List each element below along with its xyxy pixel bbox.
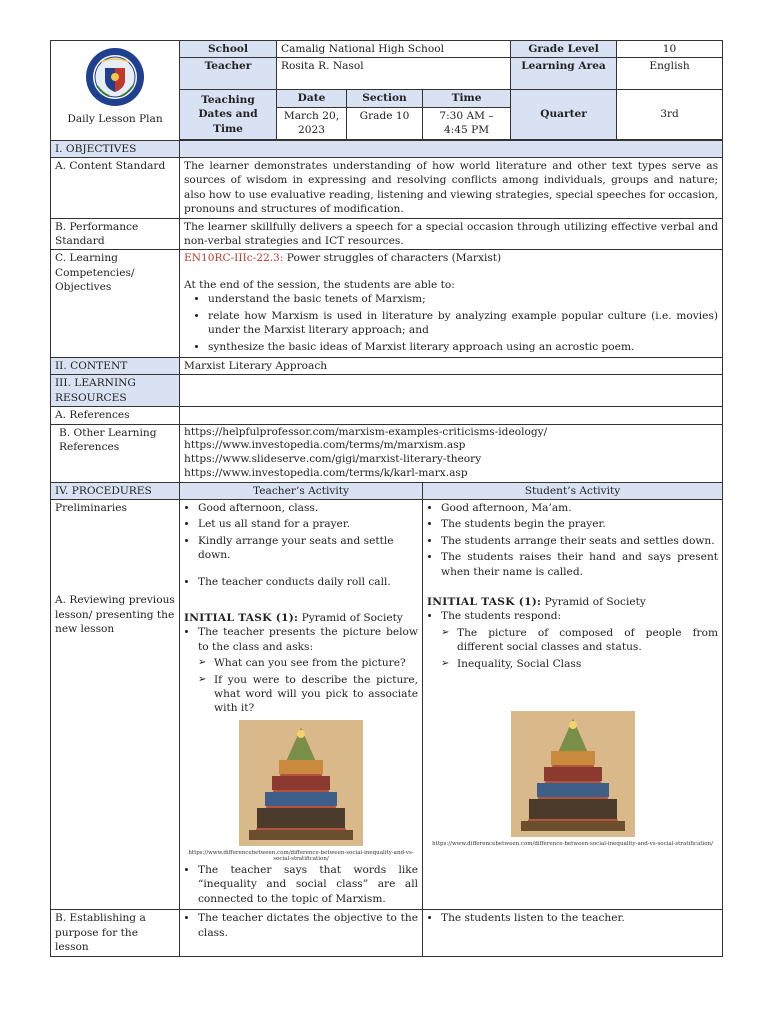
student-activity-cell	[423, 500, 723, 910]
student-answer: ➢ Inequality, Social Class	[457, 657, 718, 671]
reference-link[interactable]: https://www.investopedia.com/terms/k/karl-marx.asp	[184, 466, 468, 479]
area-value: English	[617, 58, 723, 90]
objective-item: • synthesize the basic ideas of Marxist literary approach using an acrostic poem.	[208, 340, 718, 354]
reference-link[interactable]: https://helpfulprofessor.com/marxism-examples-criticisms-ideology/	[184, 425, 548, 438]
teacher-question: ➢ If you were to describe the picture, what word will you pick to associate with it?	[214, 673, 418, 716]
grade-label: Grade Level	[511, 41, 617, 58]
purpose-label: B. Establishing a purpose for the lesson	[51, 910, 180, 956]
content-standard-text: The learner demonstrates understanding of how world literature and other text types serve as sources of wisdom in expressing and resolving conflicts among individuals, groups and nature; also how to use evaluative reading, listening and viewing strategies, special speeches for occasion, pronouns and structures of modification.	[180, 158, 723, 219]
school-value: Camalig National High School	[277, 41, 511, 58]
teacher-label: Teacher	[180, 58, 277, 90]
review-label: A. Reviewing previous lesson/ presenting the new lesson	[55, 594, 175, 636]
school-label: School	[180, 41, 277, 58]
competency-code: EN10RC-IIIc-22.3:	[184, 252, 284, 265]
reference-link[interactable]: https://www.investopedia.com/terms/m/marxism.asp	[184, 439, 466, 452]
teacher-activity-cell	[180, 500, 423, 910]
procedures-heading: IV. PROCEDURES	[51, 482, 180, 499]
references-label: A. References	[51, 407, 180, 424]
student-prelim-item: • The students begin the prayer.	[441, 517, 718, 531]
task-title: INITIAL TASK (1):	[184, 612, 299, 625]
deped-seal-icon	[79, 46, 151, 108]
image-caption: https://www.differencebetween.com/difference-between-social-inequality-and-vs-social-stratification/	[188, 849, 414, 863]
student-prelim-item: • Good afternoon, Ma’am.	[441, 501, 718, 515]
student-task-title: INITIAL TASK (1):	[427, 596, 542, 609]
content-standard-label: A. Content Standard	[51, 158, 180, 219]
student-purpose: • The students listen to the teacher.	[441, 911, 718, 925]
teacher-activity-header: Teacher’s Activity	[180, 482, 423, 499]
lesson-plan-page	[50, 40, 722, 986]
lesson-plan-table	[50, 40, 723, 957]
header-logo-cell	[51, 41, 180, 141]
image-caption: https://www.differencebetween.com/difference-between-social-inequality-and-vs-social-stratification/	[432, 841, 713, 848]
teacher-task-close: • The teacher says that words like “inequality and social class” are all connected to the topic of Marxism.	[198, 863, 418, 906]
date-label: Date	[277, 90, 347, 107]
competency-cell	[180, 250, 723, 357]
objectives-heading: I. OBJECTIVES	[51, 140, 180, 157]
student-task-intro: • The students respond:	[441, 609, 718, 623]
teacher-prelim-item: • Let us all stand for a prayer.	[198, 517, 418, 531]
quarter-value: 3rd	[617, 90, 723, 139]
pyramid-of-capitalist-system-image	[239, 720, 363, 846]
pyramid-of-capitalist-system-image	[511, 711, 635, 837]
area-label: Learning Area	[511, 58, 617, 90]
objectives-intro: At the end of the session, the students are able to:	[184, 278, 455, 291]
teacher-task-intro: • The teacher presents the picture below to the class and asks:	[198, 625, 418, 654]
teacher-prelim-item: • Good afternoon, class.	[198, 501, 418, 515]
date-value: March 20, 2023	[277, 107, 347, 139]
time-label: Time	[423, 90, 511, 107]
time-value: 7:30 AM – 4:45 PM	[423, 107, 511, 139]
student-task-name: Pyramid of Society	[541, 596, 646, 609]
procedure-labels-cell	[51, 500, 180, 910]
section-label: Section	[347, 90, 423, 107]
reference-links	[180, 424, 723, 482]
competency-label: C. Learning Competencies/ Objectives	[51, 250, 180, 357]
quarter-label: Quarter	[511, 90, 617, 139]
objective-item: • understand the basic tenets of Marxism;	[208, 292, 718, 306]
content-value: Marxist Literary Approach	[180, 357, 723, 374]
reference-link[interactable]: https://www.slideserve.com/gigi/marxist-literary-theory	[184, 453, 482, 466]
teacher-prelim-item: • Kindly arrange your seats and settle down.	[198, 534, 418, 563]
other-references-label: B. Other Learning References	[51, 424, 180, 482]
content-heading: II. CONTENT	[51, 357, 180, 374]
teacher-value: Rosita R. Nasol	[277, 58, 511, 90]
teacher-roll-call: • The teacher conducts daily roll call.	[198, 575, 418, 589]
performance-standard-text: The learner skillfully delivers a speech for a special occasion through utilizing effective verbal and non-verbal strategies and ICT resources.	[180, 218, 723, 250]
section-value: Grade 10	[347, 107, 423, 139]
preliminaries-label: Preliminaries	[55, 502, 127, 514]
dates-label: Teaching Dates and Time	[180, 90, 277, 139]
teacher-question: ➢ What can you see from the picture?	[214, 656, 418, 670]
competency-text: Power struggles of characters (Marxist)	[283, 252, 502, 265]
objective-item: • relate how Marxism is used in literature by analyzing example popular culture (i.e. movies) under the Marxist literary approach; and	[208, 309, 718, 338]
grade-value: 10	[617, 41, 723, 58]
performance-standard-label: B. Performance Standard	[51, 218, 180, 250]
plan-label: Daily Lesson Plan	[67, 113, 163, 125]
teacher-purpose: • The teacher dictates the objective to the class.	[198, 911, 418, 940]
task-name: Pyramid of Society	[298, 612, 403, 625]
resources-heading: III. LEARNING RESOURCES	[51, 375, 180, 407]
student-prelim-item: • The students raises their hand and says present when their name is called.	[441, 550, 718, 579]
student-answer: ➢ The picture of composed of people from different social classes and status.	[457, 626, 718, 655]
student-activity-header: Student’s Activity	[423, 482, 723, 499]
student-prelim-item: • The students arrange their seats and settles down.	[441, 534, 718, 548]
